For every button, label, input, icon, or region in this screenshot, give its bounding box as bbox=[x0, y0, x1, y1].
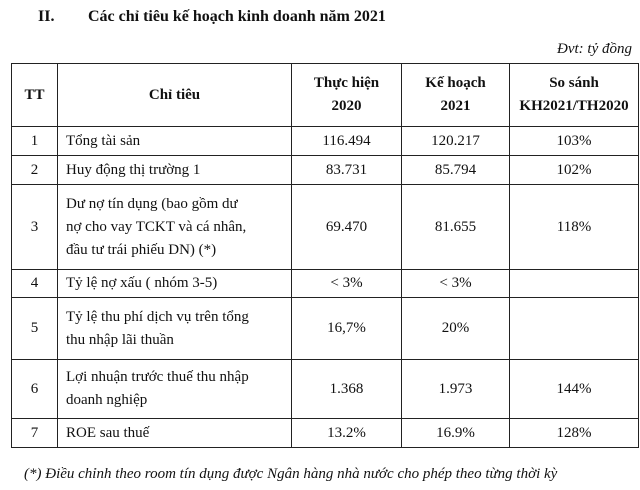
cell-actual: 16,7% bbox=[292, 298, 402, 360]
header-indicator: Chỉ tiêu bbox=[58, 64, 292, 127]
table-row bbox=[12, 270, 639, 298]
cell-indicator bbox=[58, 127, 292, 156]
cell-tt: 4 bbox=[12, 270, 58, 298]
table-row bbox=[12, 156, 639, 185]
header-plan-2021 bbox=[402, 64, 510, 127]
business-plan-table bbox=[11, 63, 639, 448]
indicator-line: Tỷ lệ nợ xấu ( nhóm 3-5) bbox=[66, 275, 218, 291]
cell-compare: 144% bbox=[510, 360, 639, 419]
section-heading bbox=[38, 8, 386, 26]
indicator-line: ROE sau thuế bbox=[66, 424, 150, 441]
cell-tt: 6 bbox=[12, 360, 58, 419]
cell-compare: 102% bbox=[510, 156, 639, 185]
cell-tt: 5 bbox=[12, 298, 58, 360]
section-title: Các chỉ tiêu kế hoạch kinh doanh năm 2021 bbox=[88, 8, 386, 25]
indicator-line: Tỷ lệ thu phí dịch vụ trên tổng bbox=[66, 308, 249, 325]
cell-indicator bbox=[58, 298, 292, 360]
cell-tt: 2 bbox=[12, 156, 58, 185]
table-row bbox=[12, 419, 639, 448]
cell-actual: 13.2% bbox=[292, 419, 402, 448]
indicator-line: doanh nghiệp bbox=[66, 392, 148, 408]
cell-plan: < 3% bbox=[402, 270, 510, 298]
cell-compare: 103% bbox=[510, 127, 639, 156]
cell-compare: 128% bbox=[510, 419, 639, 448]
cell-plan: 20% bbox=[402, 298, 510, 360]
cell-indicator bbox=[58, 156, 292, 185]
cell-plan: 81.655 bbox=[402, 185, 510, 270]
cell-indicator bbox=[58, 419, 292, 448]
table-row bbox=[12, 185, 639, 270]
header-actual-line1: Thực hiện bbox=[313, 75, 380, 91]
indicator-line: Huy động thị trường 1 bbox=[66, 161, 201, 178]
indicator-line: thu nhập lãi thuần bbox=[66, 331, 174, 348]
header-actual-line2: 2020 bbox=[331, 98, 362, 114]
header-plan-line1: Kế hoạch bbox=[425, 75, 486, 91]
cell-compare bbox=[510, 298, 639, 360]
cell-actual: 69.470 bbox=[292, 185, 402, 270]
cell-tt: 3 bbox=[12, 185, 58, 270]
table-row bbox=[12, 127, 639, 156]
header-compare-line2: KH2021/TH2020 bbox=[519, 98, 629, 114]
cell-indicator bbox=[58, 270, 292, 298]
cell-tt: 1 bbox=[12, 127, 58, 156]
cell-plan: 1.973 bbox=[402, 360, 510, 419]
indicator-line: Tổng tài sản bbox=[66, 132, 141, 149]
cell-tt: 7 bbox=[12, 419, 58, 448]
cell-plan: 16.9% bbox=[402, 419, 510, 448]
table-row bbox=[12, 360, 639, 419]
table-row bbox=[12, 298, 639, 360]
cell-indicator bbox=[58, 360, 292, 419]
cell-actual: 1.368 bbox=[292, 360, 402, 419]
cell-compare: 118% bbox=[510, 185, 639, 270]
unit-note: Đvt: tỷ đồng bbox=[557, 41, 632, 57]
indicator-line: Lợi nhuận trước thuế thu nhập bbox=[66, 369, 249, 385]
cell-plan: 85.794 bbox=[402, 156, 510, 185]
indicator-line: đầu tư trái phiếu DN) (*) bbox=[66, 241, 217, 258]
header-plan-line2: 2021 bbox=[440, 98, 471, 114]
cell-actual: 83.731 bbox=[292, 156, 402, 185]
header-comparison bbox=[510, 64, 639, 127]
cell-actual: 116.494 bbox=[292, 127, 402, 156]
cell-actual: < 3% bbox=[292, 270, 402, 298]
indicator-line: Dư nợ tín dụng (bao gồm dư bbox=[66, 195, 238, 212]
header-actual-2020 bbox=[292, 64, 402, 127]
cell-compare bbox=[510, 270, 639, 298]
cell-plan: 120.217 bbox=[402, 127, 510, 156]
footnote: (*) Điều chỉnh theo room tín dụng được Ngân hàng nhà nước cho phép theo từng thời kỳ bbox=[24, 466, 558, 482]
header-tt: TT bbox=[12, 64, 58, 127]
table-header-row bbox=[12, 64, 639, 127]
header-compare-line1: So sánh bbox=[549, 75, 599, 91]
indicator-line: nợ cho vay TCKT và cá nhân, bbox=[66, 218, 247, 235]
cell-indicator bbox=[58, 185, 292, 270]
section-number: II. bbox=[38, 8, 55, 25]
